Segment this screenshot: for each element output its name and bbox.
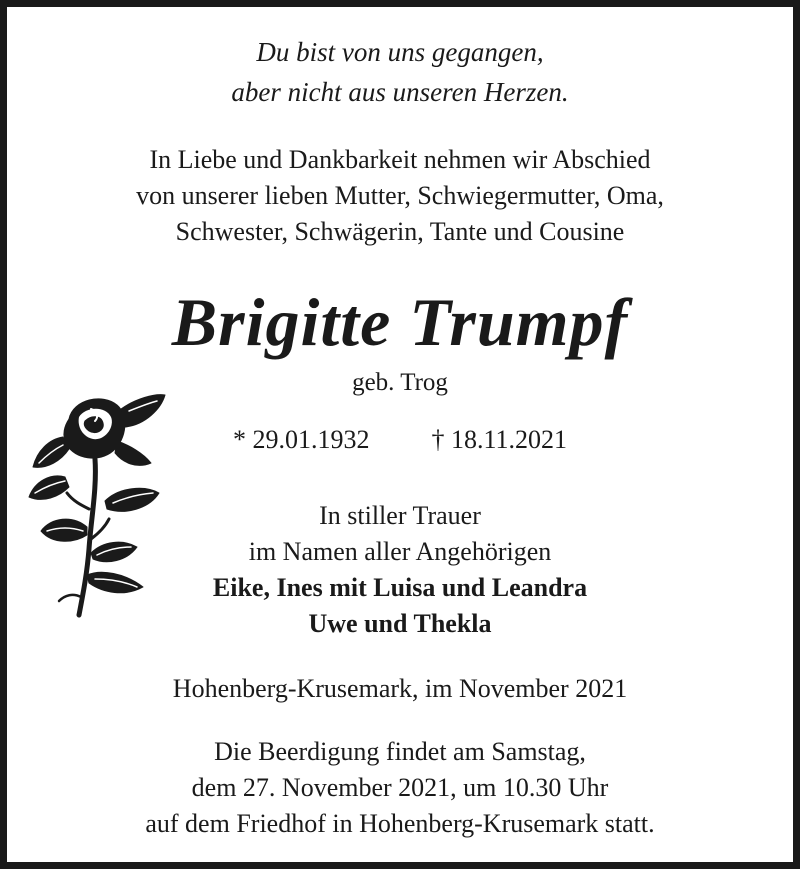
intro-line-2: von unserer lieben Mutter, Schwiegermutter, Oma, [136,181,664,210]
mourner-names-2: Uwe und Thekla [308,609,492,638]
mourning-line-2: im Namen aller Angehörigen [248,537,552,566]
mourning-line-1: In stiller Trauer [319,501,481,530]
death-date: † 18.11.2021 [431,425,568,454]
deceased-name: Brigitte Trumpf [171,284,629,360]
intro-line-1: In Liebe und Dankbarkeit nehmen wir Abschied [149,145,651,174]
motto-line-1: Du bist von uns gegangen, [256,37,544,67]
place-date: Hohenberg-Krusemark, im November 2021 [172,674,628,703]
birth-date: * 29.01.1932 [232,425,370,454]
funeral-line-1: Die Beerdigung findet am Samstag, [214,737,586,766]
birth-name: geb. Trog [352,369,448,396]
funeral-line-2: dem 27. November 2021, um 10.30 Uhr [191,773,609,802]
motto-line-2: aber nicht aus unseren Herzen. [231,77,569,107]
intro-line-3: Schwester, Schwägerin, Tante und Cousine [175,217,625,246]
mourner-names-1: Eike, Ines mit Luisa und Leandra [212,573,588,602]
funeral-line-3: auf dem Friedhof in Hohenberg-Krusemark statt. [145,809,655,838]
